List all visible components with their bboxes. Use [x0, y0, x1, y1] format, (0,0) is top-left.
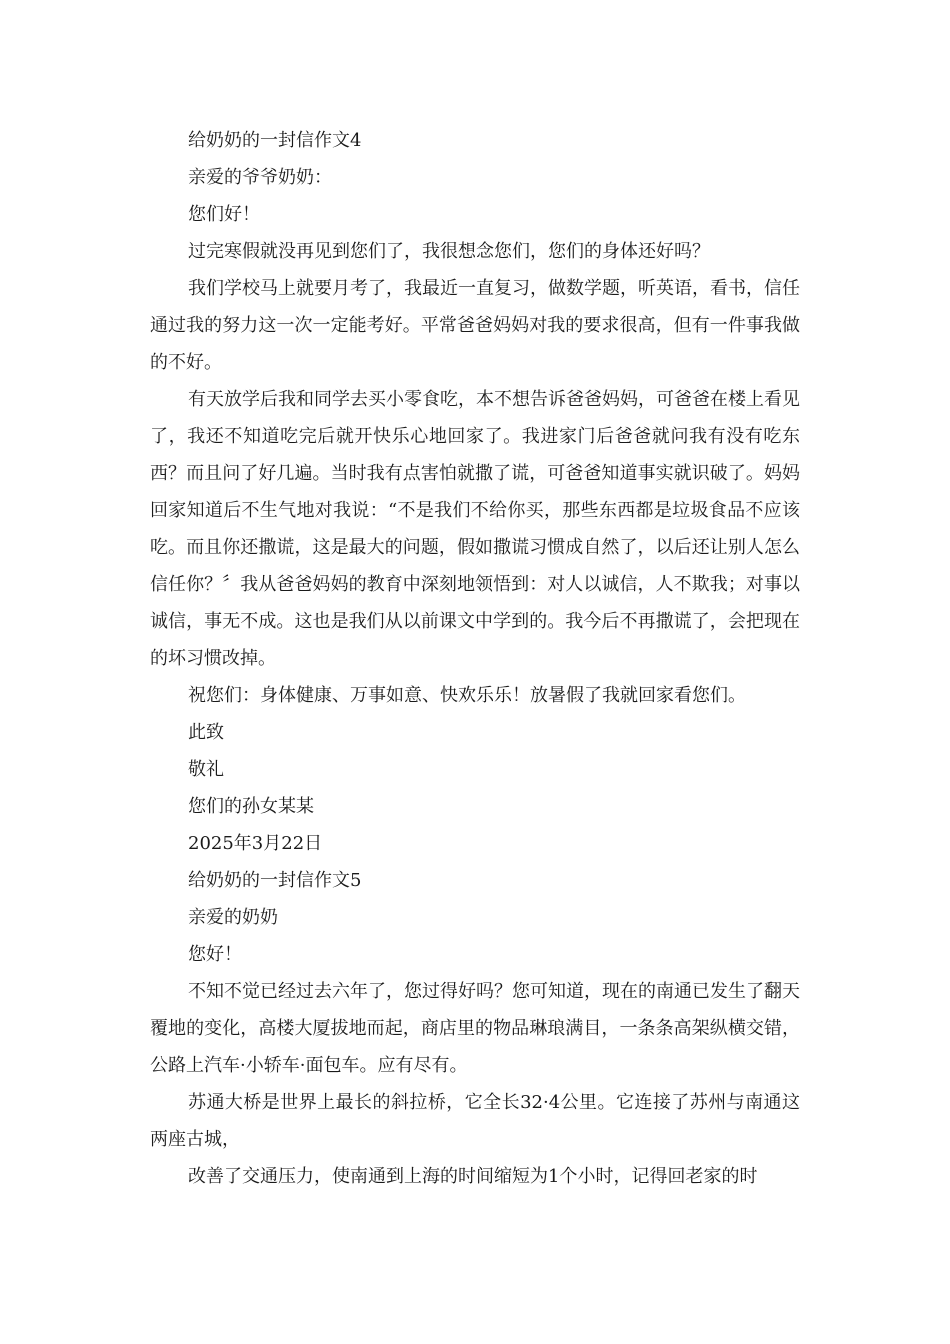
paragraph: 过完寒假就没再见到您们了，我很想念您们，您们的身体还好吗？: [188, 241, 710, 262]
closing-regards: 敬礼: [188, 759, 224, 780]
paragraph: 有天放学后我和同学去买小零食吃，本不想告诉爸爸妈妈，可爸爸在楼上看见了，我还不知道吃完后就开快乐心地回家了。我进家门后爸爸就问我有没有吃东西？而且问了好几遍。当时我有点害怕就撒了谎，可爸爸知道事实就识破了。妈妈回家知道后不生气地对我说：“不是我们不给你买，那些东西都是垃圾食品不应该吃。而且你还撒谎，这是最大的问题，假如撒谎习惯成自然了，以后还让别人怎么信任你？〞我从爸爸妈妈的教育中深刻地领悟到：对人以诚信，人不欺我；对事以诚信，事无不成。这也是我们从以前课文中学到的。我今后不再撒谎了，会把现在的坏习惯改掉。: [150, 389, 800, 669]
letter-title: 给奶奶的一封信作文5: [188, 870, 362, 891]
salutation: 亲爱的奶奶: [188, 907, 278, 928]
paragraph: 不知不觉已经过去六年了，您过得好吗？您可知道，现在的南通已发生了翻天覆地的变化，高楼大厦拔地而起，商店里的物品琳琅满目，一条条高架纵横交错，公路上汽车·小轿车·面包车。应有尽有。: [150, 981, 800, 1076]
greeting: 您们好！: [188, 204, 260, 225]
greeting: 您好！: [188, 944, 242, 965]
paragraph: 我们学校马上就要月考了，我最近一直复习，做数学题，听英语，看书，信任通过我的努力这一次一定能考好。平常爸爸妈妈对我的要求很高，但有一件事我做的不好。: [150, 278, 800, 373]
signature: 您们的孙女某某: [188, 796, 314, 817]
letter-title: 给奶奶的一封信作文4: [188, 130, 362, 151]
paragraph: 苏通大桥是世界上最长的斜拉桥，它全长32·4公里。它连接了苏州与南通这两座古城，: [150, 1092, 800, 1150]
document-body: [150, 122, 800, 1195]
date: 2025年3月22日: [188, 833, 323, 854]
closing: 此致: [188, 722, 224, 743]
salutation: 亲爱的爷爷奶奶：: [188, 167, 332, 188]
paragraph: 改善了交通压力，使南通到上海的时间缩短为1个小时，记得回老家的时: [188, 1166, 758, 1187]
closing-wish: 祝您们：身体健康、万事如意、快欢乐乐！放暑假了我就回家看您们。: [188, 685, 746, 706]
